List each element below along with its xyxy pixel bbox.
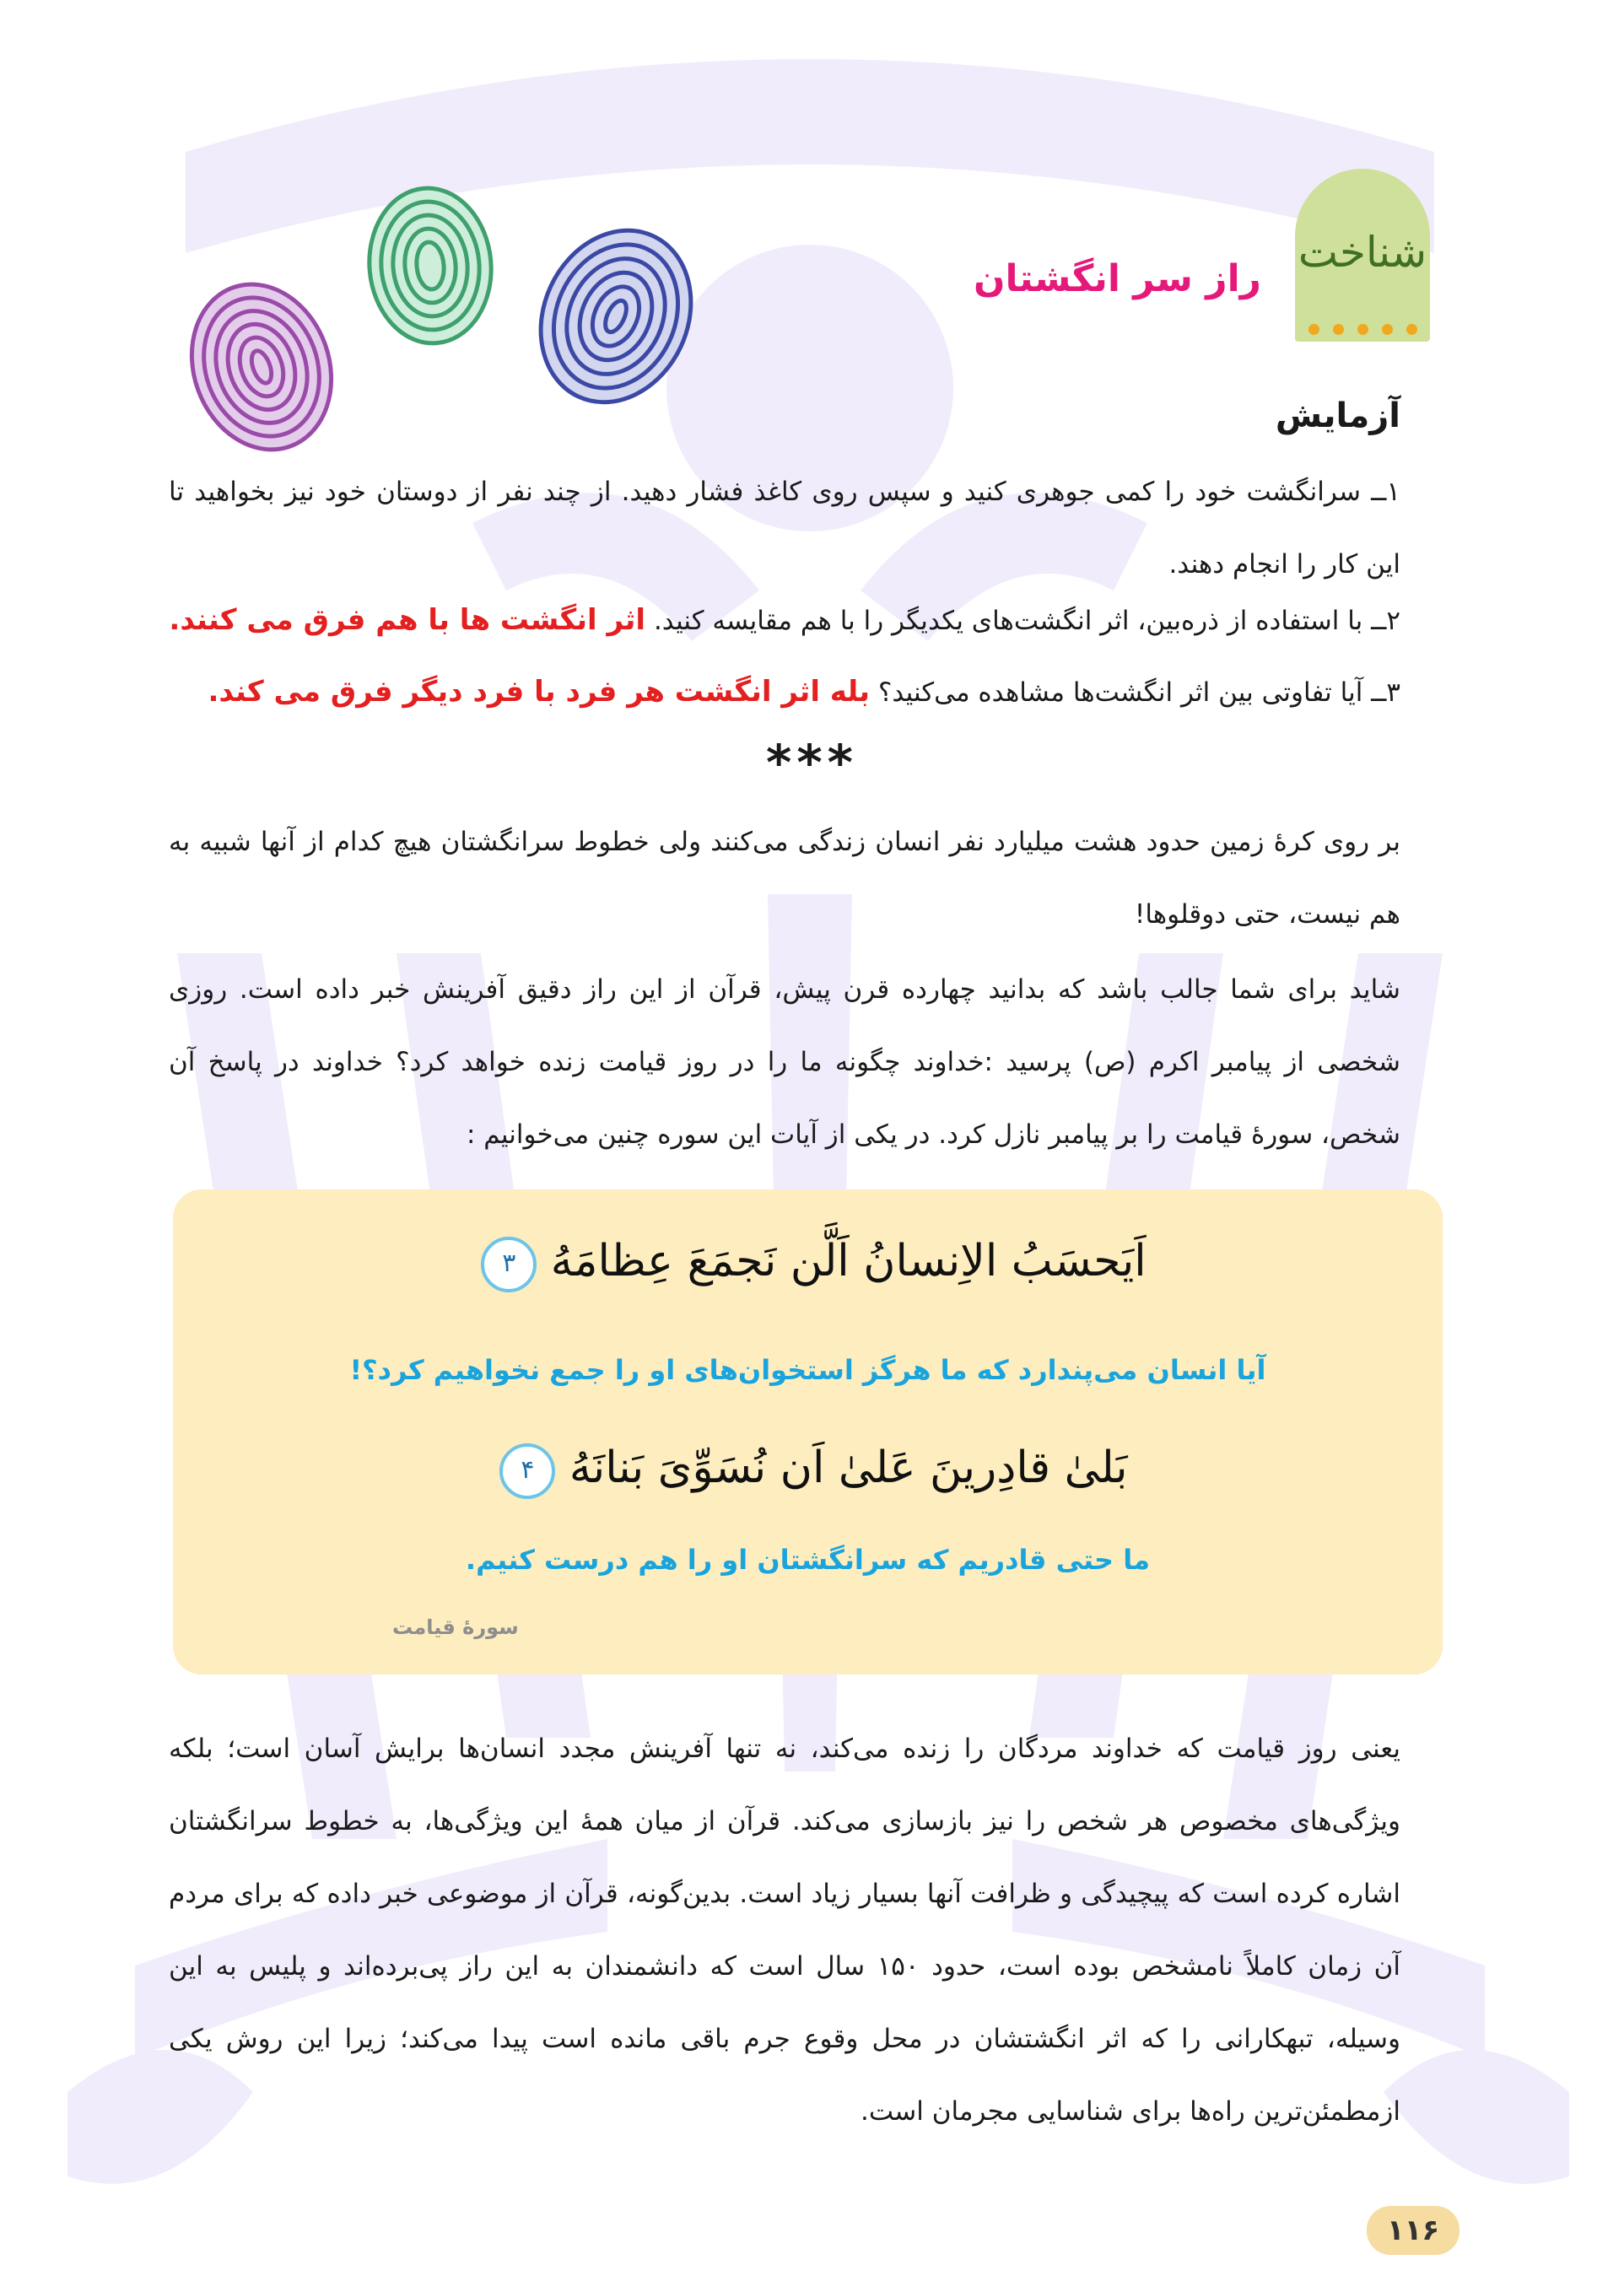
verse-1 — [173, 1236, 1443, 1292]
step-2-answer: اثر انگشت ها با هم فرق می کنند. — [169, 603, 646, 637]
section-badge — [1295, 169, 1430, 342]
experiment-step-3 — [208, 675, 1401, 709]
verse-2-translation: ما حتی قادریم که سرانگشتان او را هم درست کنیم. — [465, 1544, 1151, 1576]
verse-1-text: اَیَحسَبُ الاِنسانُ اَلَّن نَجمَعَ عِظامَهُ — [550, 1236, 1147, 1286]
verse-2-text: بَلیٰ قادِرینَ عَلیٰ اَن نُسَوِّیَ بَنانَهُ — [569, 1443, 1128, 1493]
body-paragraph-1: بر روی کرهٔ زمین حدود هشت میلیارد نفر انسان زندگی می‌کنند ولی خطوط سرانگشتان هیچ کدام از آنها شبیه به هم نیست، حتی دوقلوها! — [169, 827, 1400, 930]
verse-1-translation: آیا انسان می‌پندارد که ما هرگز استخوان‌های او را جمع نخواهیم کرد؟! — [349, 1354, 1266, 1386]
verse-source: سورهٔ قیامت — [392, 1615, 519, 1639]
fingerprint-green-icon — [363, 183, 497, 348]
lesson-title: راز سر انگشتان — [973, 257, 1261, 300]
section-heading: آزمایش — [1275, 396, 1400, 435]
verse-2-number: ۴ — [499, 1443, 555, 1499]
separator-stars: *** — [766, 734, 858, 791]
quran-verse-box — [173, 1189, 1443, 1675]
experiment-step-1: ۱ــ سرانگشت خود را کمی جوهری کنید و سپس روی کاغذ فشار دهید. از چند نفر از دوستان خود نیز بخواهید تا این کار را انجام دهند. — [169, 477, 1400, 580]
fingerprint-purple-icon — [170, 265, 354, 470]
experiment-step-2 — [169, 603, 1400, 637]
step-2-question: ۲ــ با استفاده از ذره‌بین، اثر انگشت‌های یکدیگر را با هم مقایسه کنید. — [653, 606, 1400, 636]
fingerprint-blue-icon — [514, 206, 719, 427]
step-3-answer: بله اثر انگشت هر فرد با فرد دیگر فرق می کند. — [208, 675, 871, 709]
step-3-question: ۳ــ آیا تفاوتی بین اثر انگشت‌ها مشاهده می‌کنید؟ — [877, 677, 1400, 708]
body-paragraph-3: یعنی روز قیامت که خداوند مردگان را زنده می‌کند، نه تنها آفرینش مجدد انسان‌ها برایش آسان است؛ بلکه ویژگی‌های مخصوص هر شخص را نیز بازسازی می‌کند. قرآن از میان همهٔ این ویژگی‌ها، به خطوط سرانگشتان اشاره کرده است که پیچیدگی و ظرافت آنها بسیار زیاد است. بدین‌گونه، قرآن از موضوعی خبر داده که برای مردم آن زمان کاملاً نامشخص بوده است، حدود ۱۵۰ سال است که دانشمندان به این راز پی‌برده‌اند و پلیس به این وسیله، تبهکارانی را که اثر انگشتشان در محل وقوع جرم باقی مانده است پیدا می‌کند؛ زیرا این روش یکی ازمطمئن‌ترین راه‌ها برای شناسایی مجرمان است. — [169, 1734, 1400, 2127]
verse-2 — [173, 1443, 1443, 1499]
body-paragraph-2: شاید برای شما جالب باشد که بدانید چهارده قرن پیش، قرآن از این راز دقیق آفرینش خبر داده است. روزی شخصی از پیامبر اکرم (ص) پرسید :خداوند چگونه ما را در روز قیامت زنده خواهد کرد؟ خداوند در پاسخ آن شخص، سورهٔ قیامت را بر پیامبر نازل کرد. در یکی از آیات این سوره چنین می‌خوانیم : — [169, 974, 1400, 1150]
badge-label: شناخت — [1298, 228, 1427, 277]
badge-dots — [1295, 322, 1430, 338]
page-number: ۱۱۶ — [1367, 2206, 1459, 2255]
verse-1-number: ۳ — [481, 1237, 537, 1292]
